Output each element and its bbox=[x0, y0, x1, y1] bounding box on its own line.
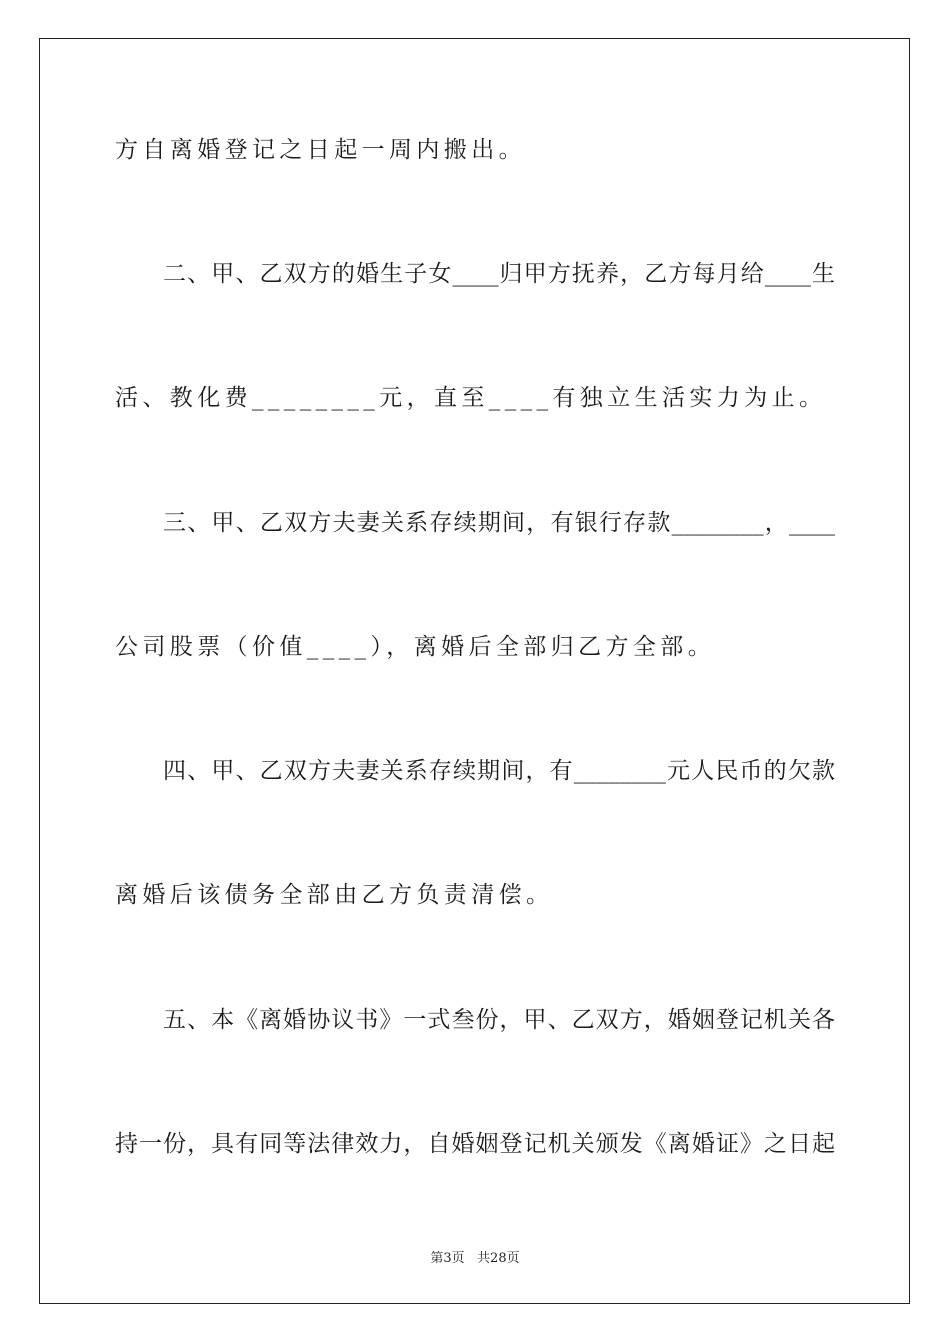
clause-4-line-2: 离婚后该债务全部由乙方负责清偿。 bbox=[115, 882, 554, 908]
page-number-footer: 第3页 共28页 bbox=[430, 1251, 520, 1266]
clause-2-line-1: 二、甲、乙双方的婚生子女____归甲方抚养，乙方每月给____生 bbox=[163, 261, 835, 287]
clause-3-line-2: 公司股票（价值____），离婚后全部归乙方全部。 bbox=[115, 634, 716, 660]
clause-2-line-2: 活、教化费________元，直至____有独立生活实力为止。 bbox=[115, 385, 827, 411]
clause-5-line-1: 五、本《离婚协议书》一式叁份，甲、乙双方，婚姻登记机关各 bbox=[163, 1007, 835, 1033]
clause-5-line-2: 持一份，具有同等法律效力，自婚姻登记机关颁发《离婚证》之日起 bbox=[115, 1131, 835, 1157]
clause-4-line-1: 四、甲、乙双方夫妻关系存续期间，有________元人民币的欠款 bbox=[163, 758, 835, 784]
body-line-1: 方自离婚登记之日起一周内搬出。 bbox=[115, 137, 526, 163]
clause-3-line-1: 三、甲、乙双方夫妻关系存续期间，有银行存款________，____ bbox=[163, 510, 835, 536]
page-border bbox=[39, 38, 910, 1304]
